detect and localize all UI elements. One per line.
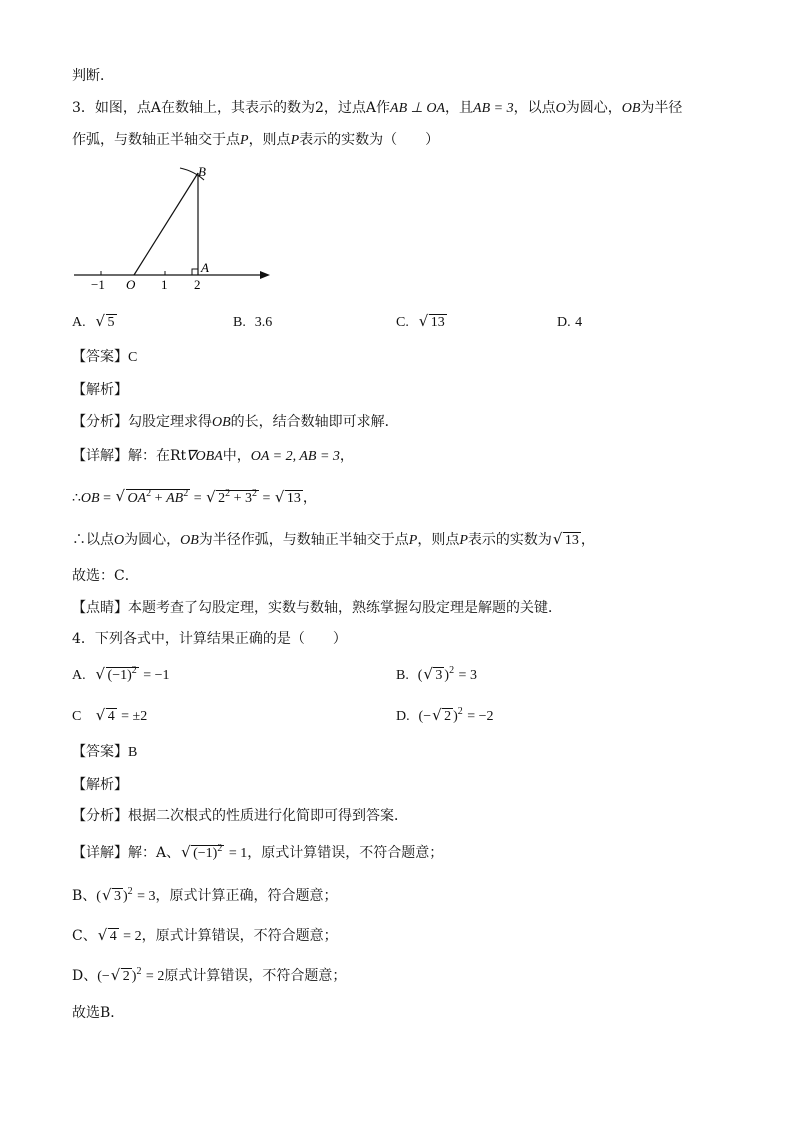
carryover-text: 判断． (72, 68, 114, 84)
label-B: B (198, 164, 206, 179)
right-angle-mark (192, 269, 198, 275)
tick-label-neg1: −1 (91, 277, 105, 292)
q4-option-d[interactable]: D. (−√ 2 )$^2$ = −2 (396, 706, 494, 727)
q3-fenxi: 【分析】勾股定理求得OB的长，结合数轴即可求解． (72, 414, 399, 430)
q4-option-b[interactable]: B. (√ 3 )$^2$ = 3 (396, 665, 477, 686)
q3-stem-line1: 3．如图，点A在数轴上，其表示的数为2，过点A作AB ⊥ OA，且AB = 3，以点O为圆心，OB为半径 (72, 100, 683, 116)
q3-calculation: ∴OB = √ $OA^2 + AB^2$ = √ $2^2 + 3^2$ = √ 13 ， (72, 488, 317, 509)
tick-label-1: 1 (161, 277, 168, 292)
q3-conclusion: ∴以点O为圆心，OB为半径作弧，与数轴正半轴交于点P，则点P表示的实数为√ 13 ， (72, 530, 595, 551)
q4-detail-a: 【详解】解：A、√ $(-1)^2 = 1$，原式计算错误，不符合题意； (72, 843, 443, 864)
segment-OB (134, 173, 198, 275)
axis-arrow (260, 271, 270, 279)
q3-stem-line2: 作弧，与数轴正半轴交于点P，则点P表示的实数为（ ） (72, 132, 440, 148)
q3-option-a[interactable]: A. √ 5 (72, 312, 117, 333)
q4-choose: 故选B． (72, 1005, 125, 1021)
q3-option-b[interactable]: B. 3.6 (233, 315, 273, 330)
q4-detail-d: D、(−√ 2 )$^2$ = 2原式计算错误，不符合题意； (72, 966, 346, 987)
tick-label-2: 2 (194, 277, 201, 292)
q4-stem: 4．下列各式中，计算结果正确的是（ ） (72, 631, 347, 647)
q4-option-c[interactable]: C √ 4 = ±2 (72, 706, 147, 727)
q4-option-a[interactable]: A. √ $(-1)^2 = -1$ (72, 665, 170, 686)
q3-option-c[interactable]: C. √ 13 (396, 312, 447, 333)
q3-figure (70, 158, 280, 298)
q4-fenxi: 【分析】根据二次根式的性质进行化简即可得到答案． (72, 808, 408, 824)
q3-option-d[interactable]: D. 4 (557, 315, 583, 330)
q4-detail-b: B、(√ 3 )$^2$ = 3，原式计算正确，符合题意； (72, 886, 338, 907)
q3-analysis-tag: 【解析】 (72, 382, 128, 398)
q3-detail: 【详解】解：在Rt∇OBA中，OA = 2, AB = 3， (72, 448, 354, 464)
q4-analysis-tag: 【解析】 (72, 777, 128, 793)
q4-answer: 【答案】B (72, 744, 138, 760)
label-A: A (201, 260, 209, 275)
label-O: O (126, 277, 136, 292)
q3-choose: 故选：C． (72, 568, 139, 584)
q3-comment: 【点睛】本题考查了勾股定理，实数与数轴，熟练掌握勾股定理是解题的关键． (72, 600, 562, 616)
q3-answer: 【答案】C (72, 349, 138, 365)
q4-detail-c: C、√ 4 = 2，原式计算错误，不符合题意； (72, 926, 338, 947)
